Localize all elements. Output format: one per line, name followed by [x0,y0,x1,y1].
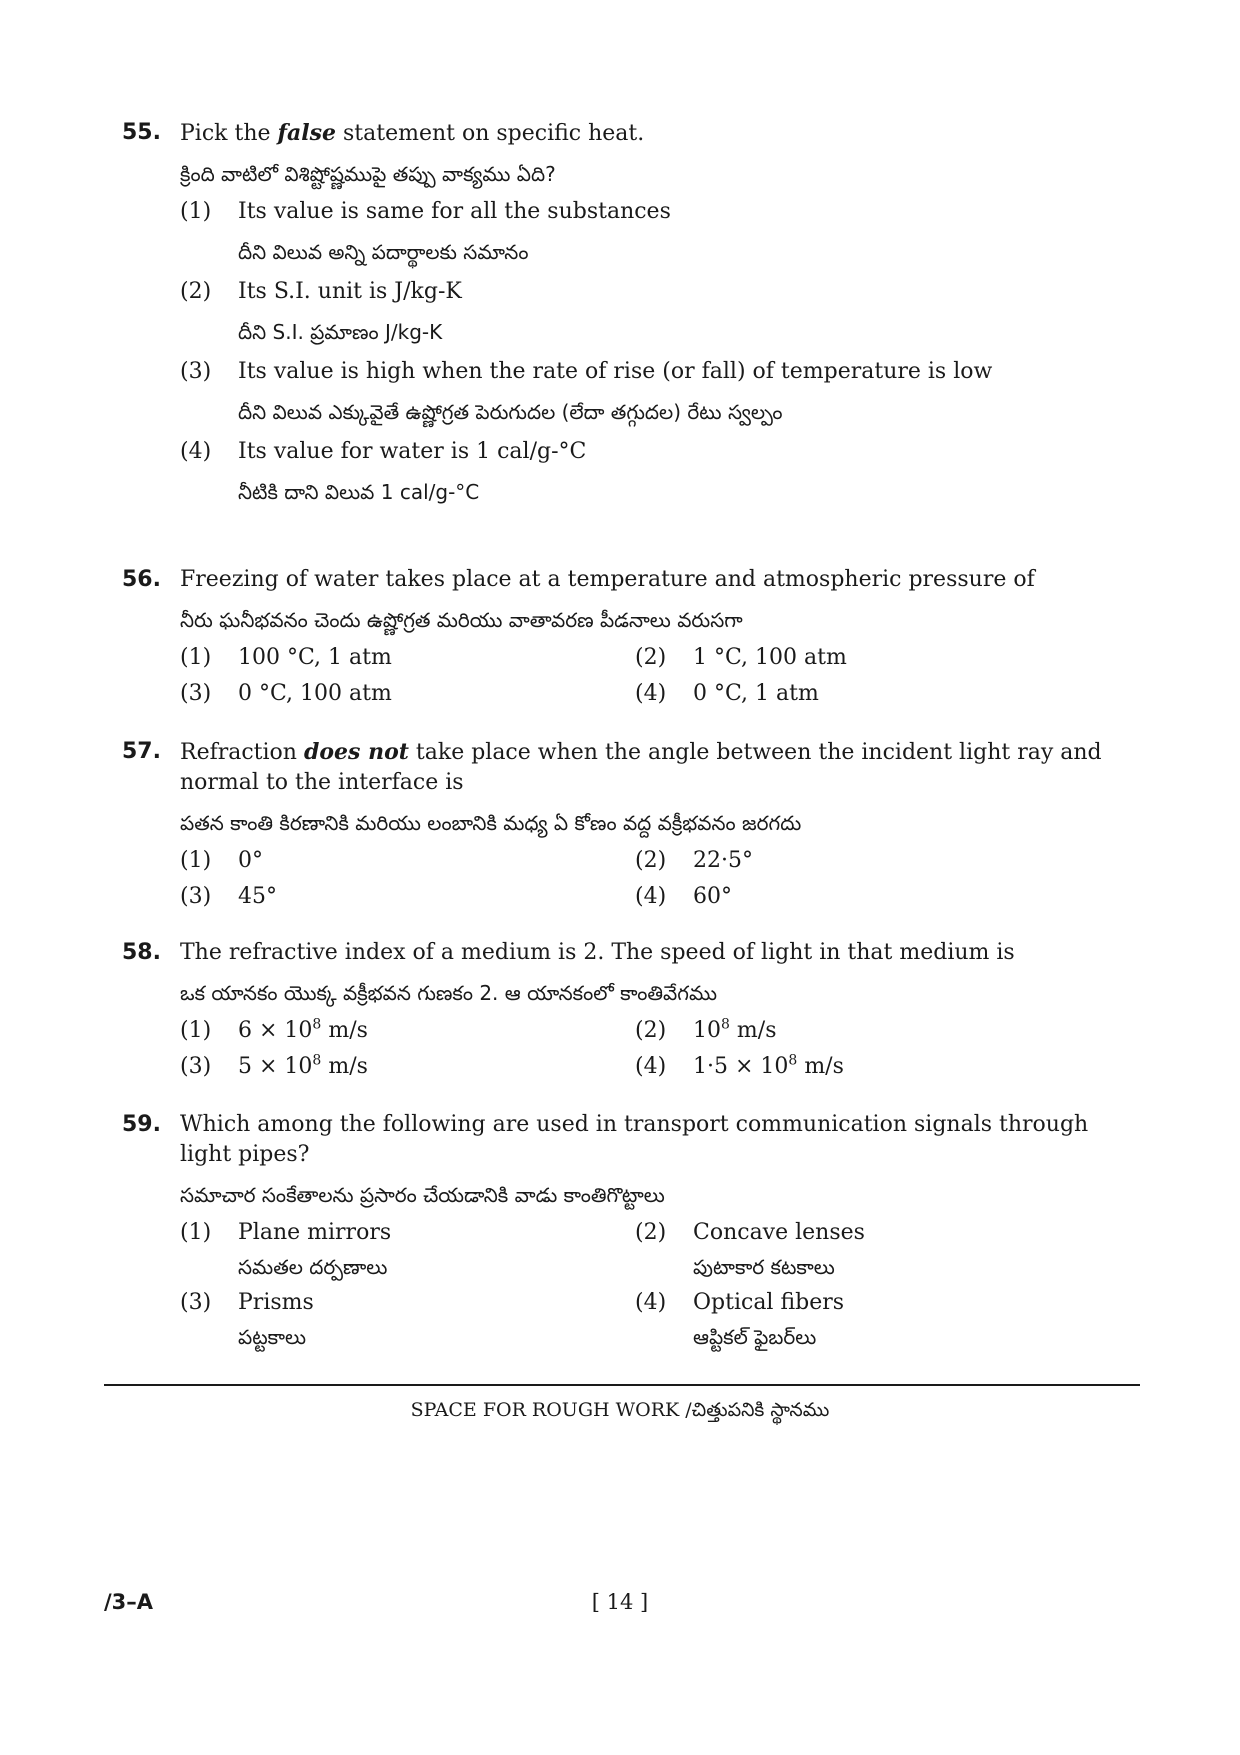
option-number: (3) [180,884,212,909]
options-grid [180,846,1142,912]
option [635,643,1090,673]
option-text-part: 5 × 10 [238,1054,313,1079]
option-text: 1 °C, 100 atm [693,645,847,670]
option-number: (4) [635,1290,667,1315]
rough-work-label-telugu: చిత్తుపనికి స్థానము [691,1399,830,1421]
option-text-part: 10 [693,1018,721,1043]
option [635,1218,1090,1282]
question-57 [122,737,1142,912]
option-text: 60° [693,884,732,909]
rough-work-label-en: SPACE FOR ROUGH WORK / [410,1399,692,1421]
option-number: (4) [635,1054,667,1079]
option-text-telugu: దీని విలువ అన్ని పదార్థాలకు సమానం [238,240,529,264]
option-exponent: 8 [312,1016,322,1033]
question-text-part: Refraction [180,740,304,765]
option-text: Plane mirrors [238,1220,392,1245]
option-number: (3) [180,681,212,706]
option-number: (2) [635,848,667,873]
option-text [238,1016,635,1046]
option-text: 45° [238,884,277,909]
question-text: Which among the following are used in transport communication signals through light pipes? [180,1112,1089,1167]
question-number: 57. [122,739,161,764]
question-number: 59. [122,1112,161,1137]
question-number: 55. [122,120,161,145]
option [180,357,1142,427]
question-text [180,118,1142,149]
option-text-part: 1·5 × 10 [693,1054,789,1079]
option [635,1052,1090,1082]
option-exponent: 8 [721,1016,730,1033]
options-list [180,197,1142,507]
question-text: Freezing of water takes place at a temperature and atmospheric pressure of [180,567,1035,592]
option-text-part: 6 × 10 [238,1018,313,1043]
option-text [693,1052,1090,1082]
option-number: (3) [180,1054,212,1079]
option-number: (4) [635,681,667,706]
option-exponent: 8 [788,1052,798,1069]
option [180,437,1142,507]
option [635,846,1090,876]
option-text: 0° [238,848,263,873]
option [180,1288,635,1352]
option-text: Concave lenses [693,1220,865,1245]
option [635,679,1090,709]
options-grid [180,1218,1142,1352]
question-text-telugu: నీరు ఘనీభవనం చెందు ఉష్ణోగ్రత మరియు వాతావరణ పీడనాలు వరుసగా [180,608,743,632]
option-text: 22·5° [693,848,753,873]
option-text-telugu: దీని S.I. ప్రమాణం J/kg-K [238,320,443,344]
option-text-telugu: పుటాకార కటకాలు [693,1255,835,1279]
option-number: (2) [635,645,667,670]
option-text-telugu: ఆప్టికల్ ఫైబర్‌లు [693,1325,817,1349]
question-59 [122,1110,1142,1352]
option-number: (1) [180,199,212,224]
question-text-telugu: క్రింది వాటిలో విశిష్టోష్ణముపై తప్పు వాక్యము ఏది? [180,162,556,186]
options-grid [180,643,1142,709]
option-text [238,1052,635,1082]
option-number: (2) [635,1220,667,1245]
question-emphasis: does not [303,739,409,765]
booklet-code: /3–A [104,1590,154,1614]
question-56 [122,565,1142,709]
question-text-part: Pick the [180,121,278,146]
option [180,846,635,876]
option-text-part: m/s [321,1018,368,1043]
option-text: 0 °C, 1 atm [693,681,819,706]
option-number: (1) [180,848,212,873]
option [180,679,635,709]
option-text-telugu: దీని విలువ ఎక్కువైతే ఉష్ణోగ్రత పెరుగుదల (లేదా తగ్గుదల) రేటు స్వల్పం [238,400,783,424]
option-text-part: m/s [321,1054,368,1079]
question-58 [122,938,1142,1082]
option [635,1016,1090,1046]
question-text-telugu: ఒక యానకం యొక్క వక్రీభవన గుణకం 2. ఆ యానకంలో కాంతివేగము [180,981,718,1005]
option [180,882,635,912]
option-text-telugu: పట్టకాలు [238,1325,307,1349]
option [180,1052,635,1082]
option [635,1288,1090,1352]
option-text: Its S.I. unit is J/kg-K [238,279,462,304]
option-text-part: m/s [729,1018,777,1043]
option-text: Its value is high when the rate of rise (or fall) of temperature is low [238,359,993,384]
rough-work-label [0,1395,1240,1425]
option-text-part: m/s [797,1054,844,1079]
option-number: (3) [180,359,212,384]
option-number: (2) [180,279,212,304]
question-text: The refractive index of a medium is 2. The speed of light in that medium is [180,940,1015,965]
option-number: (1) [180,1220,212,1245]
option-number: (1) [180,1018,212,1043]
page-number: [ 14 ] [591,1590,649,1614]
option-text: Optical fibers [693,1290,845,1315]
option-number: (4) [180,439,212,464]
question-emphasis: false [277,120,336,146]
option-text: 0 °C, 100 atm [238,681,392,706]
question-text-telugu: పతన కాంతి కిరణానికి మరియు లంబానికి మధ్య ఏ కోణం వద్ద వక్రీభవనం జరగదు [180,811,802,835]
option-text: Its value is same for all the substances [238,199,671,224]
option [180,277,1142,347]
option-number: (2) [635,1018,667,1043]
option-text: Prisms [238,1290,314,1315]
option [180,1016,635,1046]
option-text-telugu: నీటికి దాని విలువ 1 cal/g-°C [238,480,480,504]
question-text-part: take place when the angle between the incident light ray and normal to the interface is [180,740,1102,795]
option-exponent: 8 [312,1052,322,1069]
option-number: (4) [635,884,667,909]
option [180,1218,635,1282]
option-text: Its value for water is 1 cal/g-°C [238,439,587,464]
option-text-telugu: సమతల దర్పణాలు [238,1255,388,1279]
option-number: (1) [180,645,212,670]
option [180,197,1142,267]
question-number: 58. [122,940,161,965]
question-number: 56. [122,567,161,592]
option [635,882,1090,912]
question-text-telugu: సమాచార సంకేతాలను ప్రసారం చేయడానికి వాడు కాంతిగొట్టాలు [180,1183,665,1207]
option-text [693,1016,1090,1046]
question-text-part: statement on specific heat. [335,121,645,146]
question-text [180,737,1142,798]
option [180,643,635,673]
options-grid [180,1016,1142,1082]
option-text: 100 °C, 1 atm [238,645,392,670]
option-number: (3) [180,1290,212,1315]
question-55 [122,118,1142,507]
divider-line [104,1384,1140,1386]
